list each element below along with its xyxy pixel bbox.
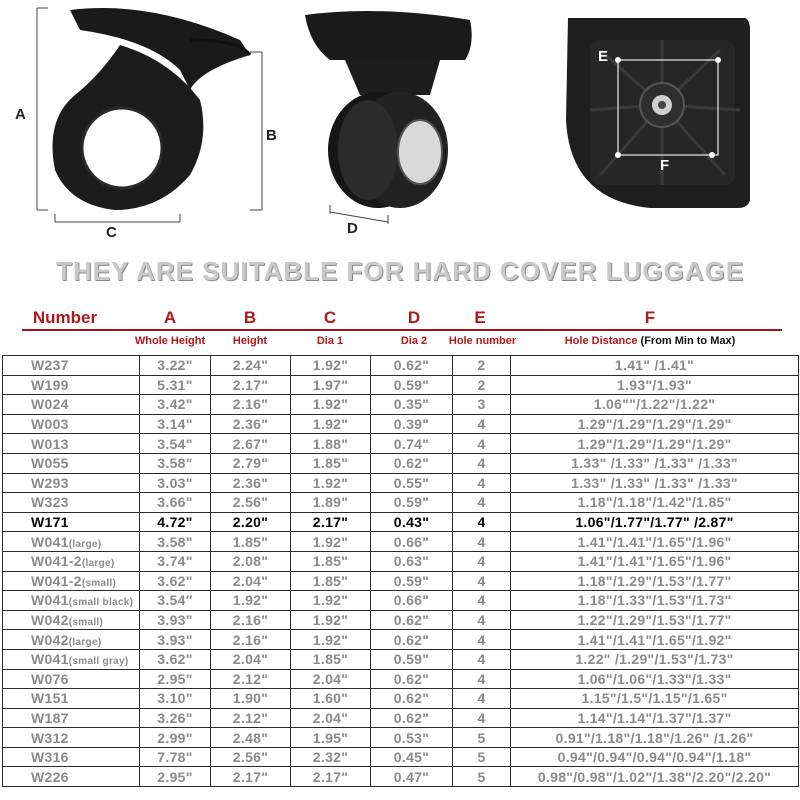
cell-c: 1.88" [291,434,371,454]
cell-f: 1.33" /1.33" /1.33" /1.33" [511,453,799,473]
dim-label-b: B [266,127,277,144]
cell-e: 3 [453,395,511,415]
cell-e: 2 [453,356,511,376]
cell-e: 4 [453,512,511,532]
cell-c: 1.85" [291,571,371,591]
cell-number [3,493,140,513]
cell-c: 1.92" [291,395,371,415]
cell-b: 2.56" [211,493,291,513]
cell-b: 1.85" [211,532,291,552]
model-number: W151 [31,690,69,707]
cell-f: 1.41"/1.41"/1.65"/1.92" [511,630,799,650]
header-e: E [474,308,486,327]
cell-d: 0.39" [371,414,453,434]
table-row [3,395,799,415]
cell-b: 1.90" [211,689,291,709]
model-number: W312 [31,729,69,746]
cell-b: 2.36" [211,473,291,493]
cell-number [3,532,140,552]
cell-c: 2.04" [291,708,371,728]
cell-number [3,747,140,767]
cell-number [3,375,140,395]
table-row [3,532,799,552]
table-row [3,669,799,689]
cell-c: 2.17" [291,512,371,532]
header-b-sub: Height [232,335,268,347]
cell-b: 2.08" [211,551,291,571]
cell-e: 4 [453,453,511,473]
model-number: W226 [31,768,69,785]
cell-e: 4 [453,532,511,552]
cell-d: 0.62" [371,669,453,689]
cell-number [3,414,140,434]
model-number: W041 [31,592,69,609]
table-row [3,767,799,787]
cell-b: 2.17" [211,767,291,787]
model-number: W042 [31,631,69,648]
cell-f: 0.98"/0.98"/1.02"/1.38"/2.20"/2.20" [511,767,799,787]
cell-number [3,708,140,728]
cell-d: 0.62" [371,630,453,650]
table-row [3,747,799,767]
cell-d: 0.62" [371,689,453,709]
model-number: W171 [31,514,69,531]
cell-e: 4 [453,434,511,454]
cell-e: 4 [453,493,511,513]
cell-b: 2.79" [211,453,291,473]
cell-c: 1.92" [291,591,371,611]
model-variant: (small) [81,577,117,589]
model-number: W042 [31,612,69,629]
table-row [3,473,799,493]
cell-a: 4.72" [140,512,211,532]
cell-number [3,453,140,473]
cell-a: 3.58" [140,453,211,473]
cell-a: 3.54″ [140,591,211,611]
cell-number [3,610,140,630]
cell-b: 2.24" [211,356,291,376]
cell-b: 2.20" [211,512,291,532]
cell-f: 1.18"/1.29"/1.53"/1.77" [511,571,799,591]
cell-f: 1.06""/1.22"/1.22" [511,395,799,415]
cell-e: 4 [453,414,511,434]
table-row [3,551,799,571]
table-row [3,649,799,669]
table-row [3,689,799,709]
cell-number [3,356,140,376]
cell-c: 1.97" [291,375,371,395]
table-row [3,571,799,591]
cell-a: 3.54" [140,434,211,454]
cell-a: 3.74" [140,551,211,571]
cell-f: 0.91"/1.18"/1.18"/1.26" /1.26" [511,728,799,748]
cell-b: 2.56" [211,747,291,767]
cell-number [3,669,140,689]
spec-table [2,355,799,787]
dim-label-d: D [347,220,358,237]
cell-a: 3.10" [140,689,211,709]
cell-number [3,473,140,493]
model-variant: (large) [68,636,102,648]
cell-f: 0.94"/0.94"/0.94"/0.94"/1.18" [511,747,799,767]
cell-number [3,395,140,415]
cell-f: 1.29"/1.29"/1.29"/1.29" [511,414,799,434]
cell-d: 0.62" [371,610,453,630]
model-number: W323 [31,494,69,511]
wheel-illustrations [0,0,800,250]
cell-f: 1.06"/1.06"/1.33"/1.33" [511,669,799,689]
header-number: Number [32,308,98,327]
cell-b: 2.16" [211,395,291,415]
model-number: W237 [31,357,69,374]
cell-number [3,728,140,748]
model-number: W316 [31,749,69,766]
header-d-sub: Dia 2 [400,335,428,347]
cell-c: 1.85" [291,551,371,571]
header-b: B [243,308,257,327]
model-number: W041-2 [31,572,82,589]
spec-table-body [3,356,799,787]
table-row [3,512,799,532]
cell-a: 5.31" [140,375,211,395]
cell-f: 1.22" /1.29"/1.53"/1.73" [511,649,799,669]
cell-b: 2.36" [211,414,291,434]
cell-number [3,434,140,454]
cell-e: 4 [453,708,511,728]
cell-b: 2.16" [211,610,291,630]
cell-c: 1.92" [291,414,371,434]
cell-d: 0.55" [371,473,453,493]
model-variant: (large) [81,558,115,570]
cell-d: 0.59" [371,493,453,513]
model-number: W013 [31,435,69,452]
cell-d: 0.45" [371,747,453,767]
cell-number [3,551,140,571]
cell-e: 4 [453,551,511,571]
model-number: W041-2 [31,553,82,570]
cell-f: 1.29"/1.29"/1.29"/1.29" [511,434,799,454]
table-row [3,414,799,434]
cell-f: 1.41"/1.41"/1.65"/1.96" [511,532,799,552]
table-row [3,375,799,395]
cell-number [3,649,140,669]
cell-e: 4 [453,473,511,493]
cell-number [3,591,140,611]
cell-b: 2.48" [211,728,291,748]
cell-c: 1.89" [291,493,371,513]
cell-d: 0.66" [371,591,453,611]
cell-f: 1.93"/1.93" [511,375,799,395]
cell-d: 0.62" [371,708,453,728]
header-c-sub: Dia 1 [316,335,344,347]
header-c: C [323,308,337,327]
dim-label-c: C [106,224,117,241]
cell-d: 0.62" [371,453,453,473]
cell-d: 0.43" [371,512,453,532]
cell-e: 4 [453,689,511,709]
cell-f: 1.33" /1.33" /1.33" /1.33" [511,473,799,493]
cell-a: 2.99" [140,728,211,748]
cell-e: 5 [453,767,511,787]
cell-c: 1.92" [291,356,371,376]
model-variant: (small gray) [68,656,129,668]
model-number: W293 [31,474,69,491]
header-divider [22,329,782,331]
cell-d: 0.62" [371,356,453,376]
banner-title: THEY ARE SUITABLE FOR HARD COVER LUGGAGE [55,256,745,286]
cell-d: 0.63" [371,551,453,571]
cell-b: 2.04" [211,571,291,591]
cell-number [3,689,140,709]
model-variant: (large) [68,538,102,550]
cell-b: 2.67" [211,434,291,454]
model-number: W041 [31,533,69,550]
table-row [3,728,799,748]
cell-a: 3.26" [140,708,211,728]
cell-f: 1.14"/1.14"/1.37"/1.37" [511,708,799,728]
cell-number [3,571,140,591]
cell-a: 7.78" [140,747,211,767]
model-number: W076 [31,670,69,687]
header-d: D [407,308,421,327]
cell-a: 3.42" [140,395,211,415]
cell-e: 4 [453,649,511,669]
header-f-sub-main: Hole Distance [564,335,638,347]
cell-d: 0.53" [371,728,453,748]
table-row [3,434,799,454]
model-number: W024 [31,396,69,413]
cell-f: 1.18"/1.18"/1.42"/1.85" [511,493,799,513]
cell-a: 3.58" [140,532,211,552]
cell-c: 2.04" [291,669,371,689]
cell-e: 5 [453,747,511,767]
cell-c: 1.92" [291,610,371,630]
cell-c: 1.92" [291,532,371,552]
cell-a: 3.93" [140,630,211,650]
model-number: W187 [31,709,69,726]
cell-f: 1.22"/1.29"/1.53"/1.77" [511,610,799,630]
header-f-sub [530,335,770,347]
header-a-sub: Whole Height [134,335,206,347]
cell-c: 2.17" [291,767,371,787]
model-variant: (small) [68,617,104,629]
cell-d: 0.59" [371,649,453,669]
cell-e: 4 [453,591,511,611]
wheel-top-plate-view [566,18,750,208]
cell-number [3,767,140,787]
cell-c: 1.60" [291,689,371,709]
cell-c: 1.92" [291,473,371,493]
cell-d: 0.35" [371,395,453,415]
cell-f: 1.41"/1.41"/1.65"/1.96" [511,551,799,571]
table-row [3,356,799,376]
cell-d: 0.47" [371,767,453,787]
cell-e: 4 [453,630,511,650]
cell-f: 1.15"/1.5"/1.15"/1.65" [511,689,799,709]
cell-e: 4 [453,610,511,630]
table-row [3,591,799,611]
cell-number [3,512,140,532]
header-f-sub-extra: (From Min to Max) [640,335,736,347]
cell-d: 0.59" [371,375,453,395]
cell-a: 3.14" [140,414,211,434]
dim-label-f: F [660,157,670,174]
header-f: F [644,308,656,327]
cell-b: 2.12" [211,669,291,689]
cell-b: 2.04" [211,649,291,669]
cell-a: 3.93" [140,610,211,630]
header-e-sub: Hole number [448,335,517,347]
table-row [3,453,799,473]
cell-b: 1.92" [211,591,291,611]
cell-d: 0.74" [371,434,453,454]
model-variant: (small black) [68,597,134,609]
model-number: W199 [31,376,69,393]
model-number: W041 [31,651,69,668]
cell-c: 1.95" [291,728,371,748]
cell-c: 1.92" [291,630,371,650]
cell-a: 3.03" [140,473,211,493]
cell-b: 2.12" [211,708,291,728]
cell-c: 1.85" [291,453,371,473]
wheel-side-view [53,8,251,210]
cell-e: 2 [453,375,511,395]
cell-d: 0.59" [371,571,453,591]
cell-c: 2.32" [291,747,371,767]
cell-number [3,630,140,650]
model-number: W003 [31,416,69,433]
cell-f: 1.41" /1.41" [511,356,799,376]
cell-e: 4 [453,669,511,689]
table-row [3,708,799,728]
cell-f: 1.18"/1.33"/1.53"/1.73" [511,591,799,611]
cell-d: 0.66" [371,532,453,552]
cell-a: 3.22" [140,356,211,376]
header-a: A [163,308,177,327]
wheel-front-view [305,11,472,208]
model-number: W055 [31,455,69,472]
cell-e: 5 [453,728,511,748]
cell-a: 3.66" [140,493,211,513]
dim-label-a: A [15,106,26,123]
table-row [3,610,799,630]
cell-f: 1.06"/1.77"/1.77" /2.87" [511,512,799,532]
cell-a: 2.95" [140,669,211,689]
cell-b: 2.17" [211,375,291,395]
table-row [3,493,799,513]
product-figures [0,0,800,250]
cell-a: 3.62" [140,649,211,669]
cell-a: 2.95" [140,767,211,787]
cell-c: 1.85" [291,649,371,669]
cell-b: 2.16" [211,630,291,650]
cell-a: 3.62" [140,571,211,591]
cell-e: 4 [453,571,511,591]
dim-label-e: E [598,48,609,65]
table-row [3,630,799,650]
